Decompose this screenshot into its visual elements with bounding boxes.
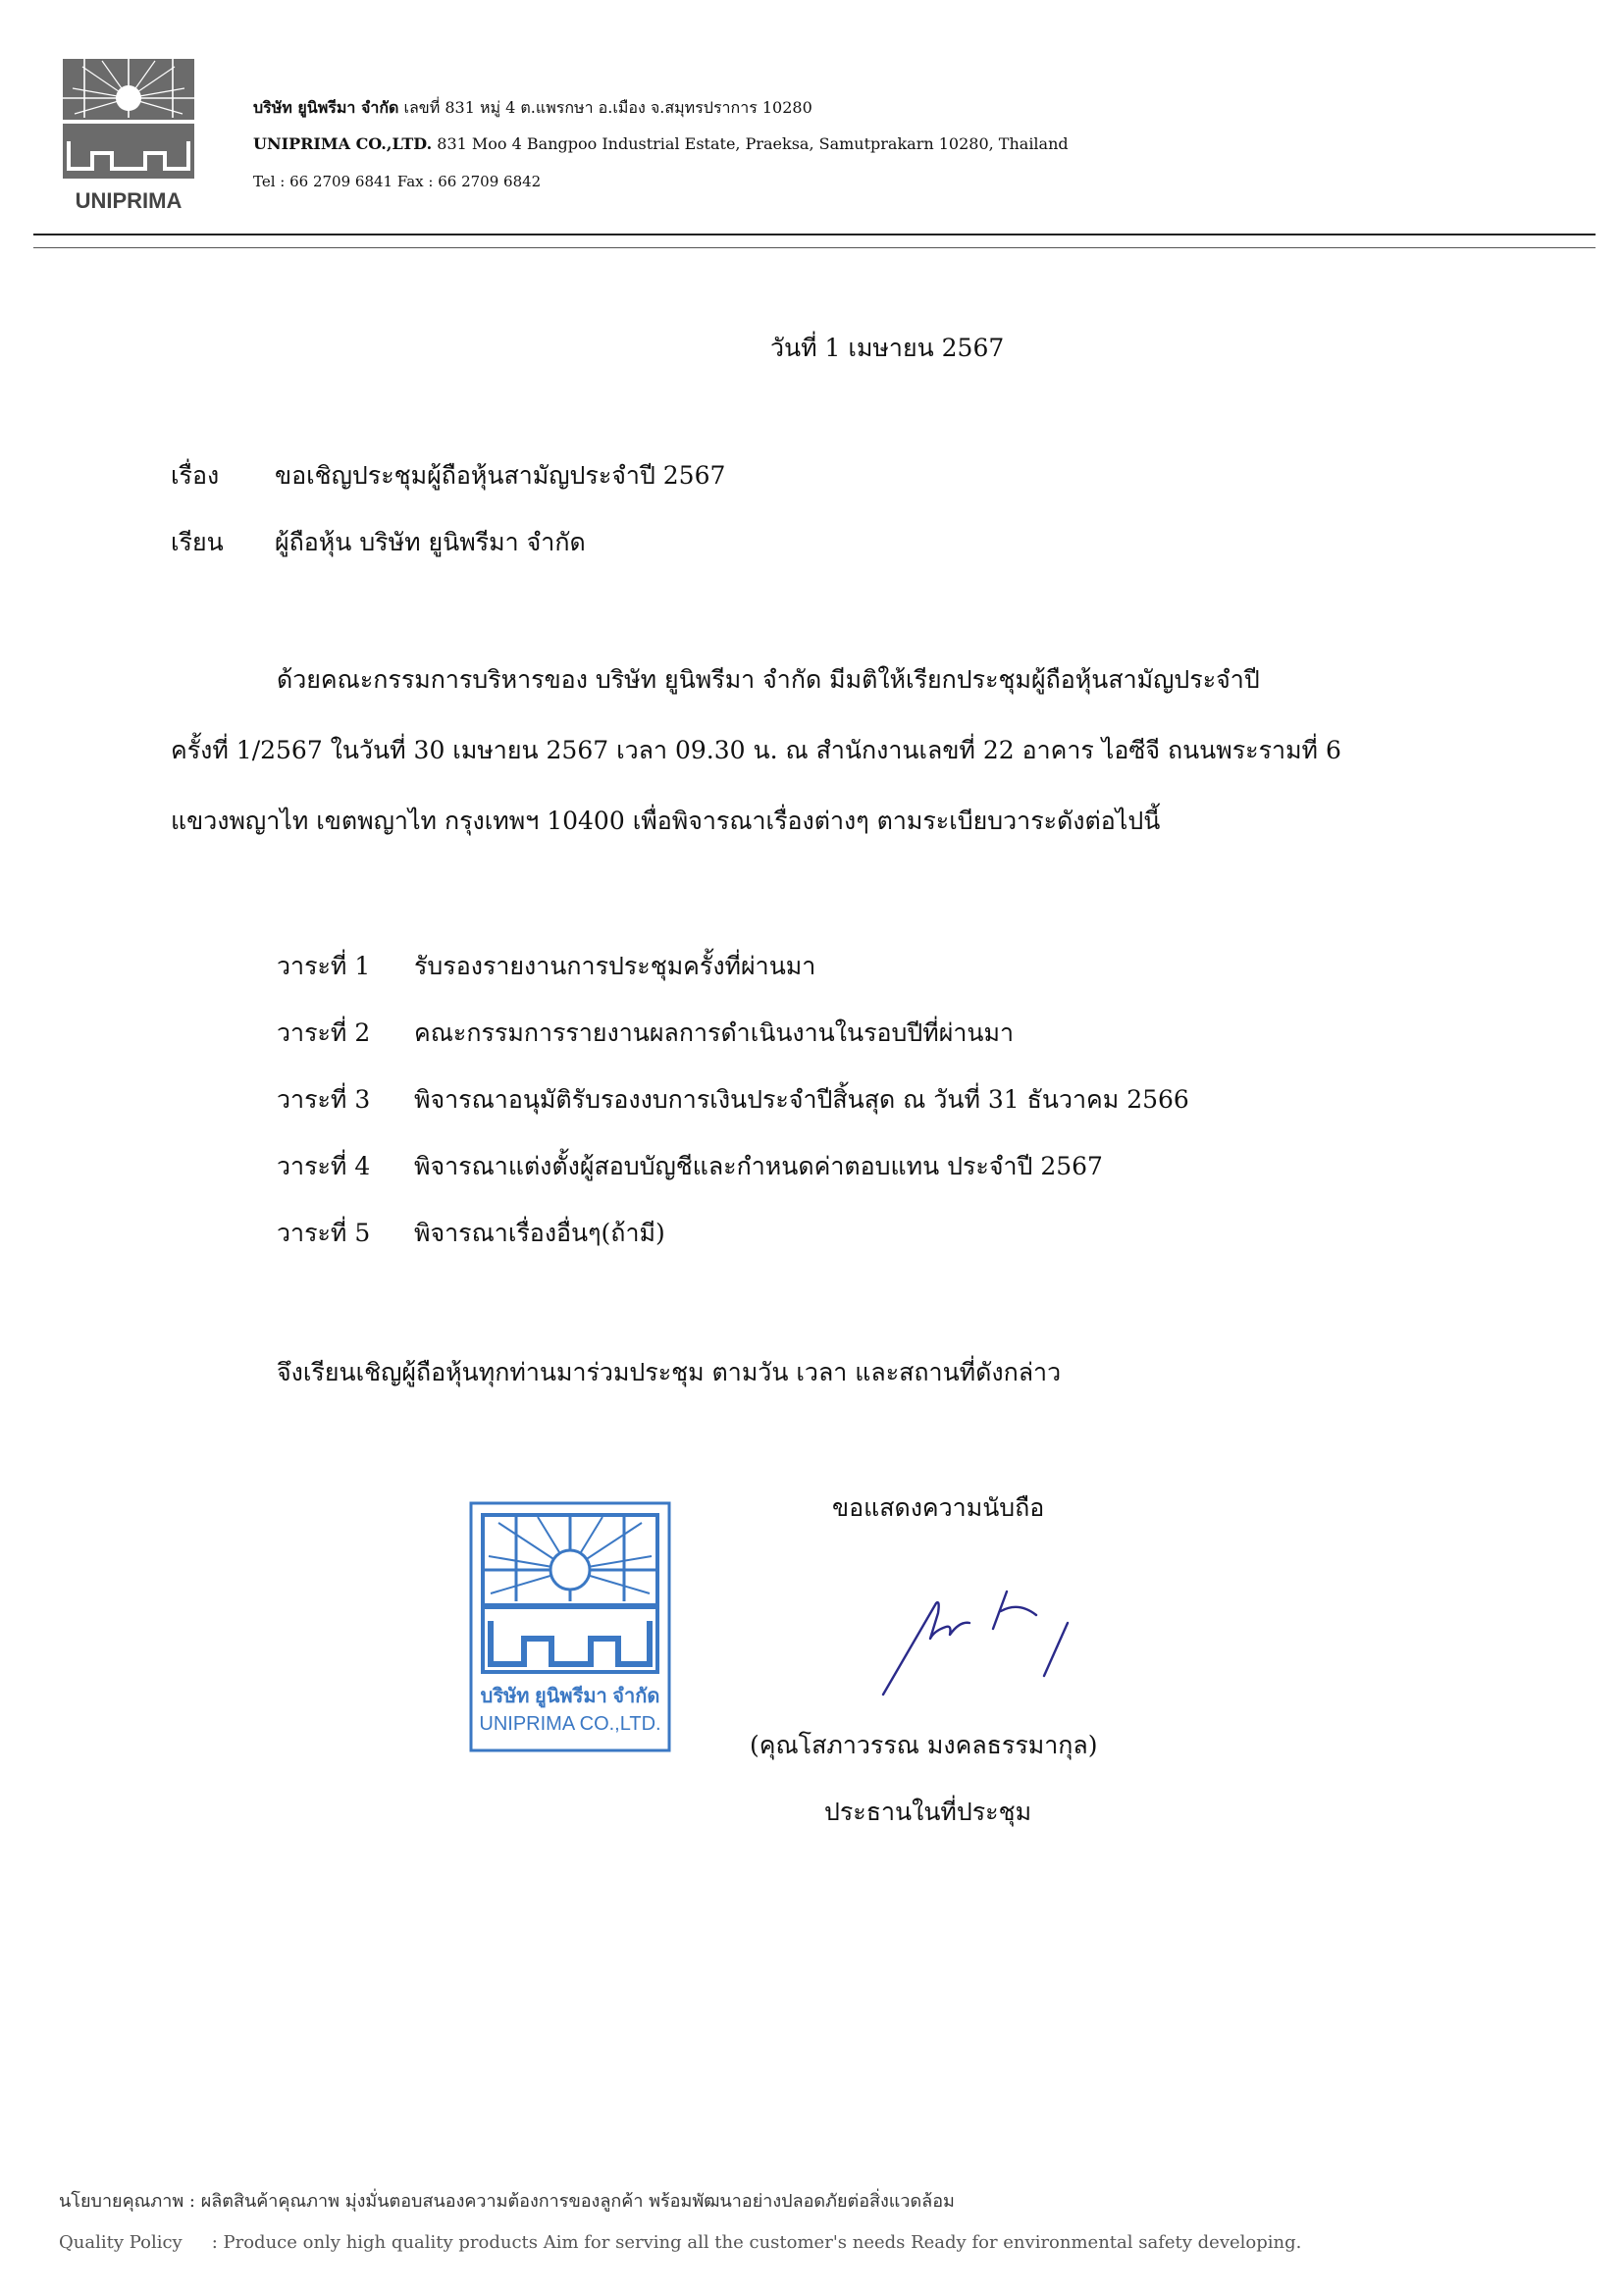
regards-text: ขอแสดงความนับถือ <box>832 1493 1045 1522</box>
footer-thai-label: นโยบายคุณภาพ <box>59 2191 184 2212</box>
seal-thai-name: บริษัท ยูนิพรีมา จำกัด <box>480 1686 660 1707</box>
footer-english-policy <box>59 2232 1301 2253</box>
subject-text: ขอเชิญประชุมผู้ถือหุ้นสามัญประจำปี 2567 <box>275 461 726 490</box>
company-logo <box>63 59 194 216</box>
letterhead-english-line <box>253 134 1069 153</box>
english-company-address: 831 Moo 4 Bangpoo Industrial Estate, Praeksa, Samutprakarn 10280, Thailand <box>437 134 1069 153</box>
agenda-item-1-text: รับรองรายงานการประชุมครั้งที่ผ่านมา <box>414 952 816 980</box>
footer-thai-policy <box>59 2186 955 2215</box>
agenda-item-4-text: พิจารณาแต่งตั้งผู้สอบบัญชีและกำหนดค่าตอบแทน ประจำปี 2567 <box>414 1152 1103 1180</box>
footer-thai-text: : ผลิตสินค้าคุณภาพ มุ่งมั่นตอบสนองความต้องการของลูกค้า พร้อมพัฒนาอย่างปลอดภัยต่อสิ่งแวดล้อม <box>188 2191 955 2212</box>
recipient-text: ผู้ถือหุ้น บริษัท ยูนิพรีมา จำกัด <box>275 528 586 556</box>
seal-english-name: UNIPRIMA CO.,LTD. <box>479 1713 661 1735</box>
signer-name: (คุณโสภาวรรณ มงคลธรรมากุล) <box>750 1731 1098 1759</box>
logo-text: UNIPRIMA <box>75 188 183 213</box>
signature <box>871 1582 1077 1699</box>
agenda-item-3-text: พิจารณาอนุมัติรับรองงบการเงินประจำปีสิ้นสุด ณ วันที่ 31 ธันวาคม 2566 <box>414 1085 1189 1114</box>
agenda-item-2-label: วาระที่ 2 <box>277 1018 371 1047</box>
agenda-item-3-label: วาระที่ 3 <box>277 1085 371 1114</box>
body-paragraph-line-1: ด้วยคณะกรรมการบริหารของ บริษัท ยูนิพรีมา จำกัด มีมติให้เรียกประชุมผู้ถือหุ้นสามัญประจำปี <box>277 665 1260 694</box>
agenda-item-1-label: วาระที่ 1 <box>277 952 371 980</box>
letterhead-contact: Tel : 66 2709 6841 Fax : 66 2709 6842 <box>253 173 542 190</box>
uniprima-logo-icon <box>63 59 194 216</box>
handwritten-signature-icon <box>871 1582 1077 1699</box>
footer-english-label: Quality Policy <box>59 2232 183 2253</box>
body-paragraph-line-2: ครั้งที่ 1/2567 ในวันที่ 30 เมษายน 2567 เวลา 09.30 น. ณ สำนักงานเลขที่ 22 อาคาร ไอซีจี ถนนพระรามที่ 6 <box>171 736 1341 764</box>
body-paragraph-line-3: แขวงพญาไท เขตพญาไท กรุงเทพฯ 10400 เพื่อพิจารณาเรื่องต่างๆ ตามระเบียบวาระดังต่อไปนี้ <box>171 807 1161 835</box>
recipient-label: เรียน <box>171 528 224 556</box>
header-divider <box>33 234 1596 235</box>
english-company-name: UNIPRIMA CO.,LTD. <box>253 134 433 153</box>
thai-company-name: บริษัท ยูนิพรีมา จำกัด <box>253 98 399 117</box>
agenda-item-2-text: คณะกรรมการรายงานผลการดำเนินงานในรอบปีที่ผ่านมา <box>414 1018 1015 1047</box>
letterhead-thai-line <box>253 96 812 121</box>
footer-english-text: : Produce only high quality products Aim for serving all the customer's needs Ready for environmental safety developing. <box>211 2232 1302 2253</box>
agenda-item-4-label: วาระที่ 4 <box>277 1152 371 1180</box>
company-seal <box>469 1501 671 1752</box>
subject-label: เรื่อง <box>171 461 220 490</box>
closing-sentence: จึงเรียนเชิญผู้ถือหุ้นทุกท่านมาร่วมประชุม ตามวัน เวลา และสถานที่ดังกล่าว <box>277 1358 1062 1386</box>
thai-company-address: เลขที่ 831 หมู่ 4 ต.แพรกษา อ.เมือง จ.สมุทรปราการ 10280 <box>403 98 812 117</box>
agenda-item-5-label: วาระที่ 5 <box>277 1219 371 1247</box>
signer-title: ประธานในที่ประชุม <box>824 1798 1032 1826</box>
company-seal-icon <box>469 1501 671 1752</box>
header-divider-thin <box>33 247 1596 248</box>
letter-date: วันที่ 1 เมษายน 2567 <box>770 334 1005 362</box>
agenda-item-5-text: พิจารณาเรื่องอื่นๆ(ถ้ามี) <box>414 1219 665 1247</box>
